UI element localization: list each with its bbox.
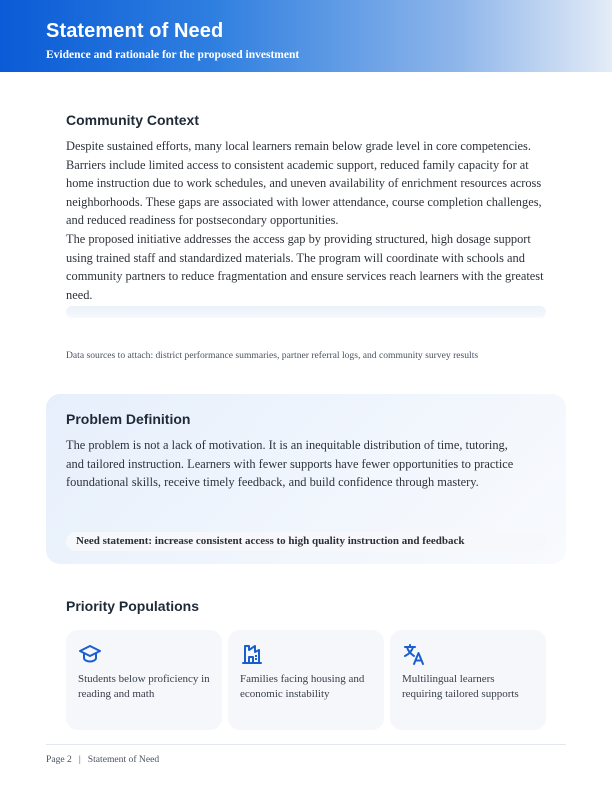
community-context-body — [66, 137, 546, 304]
population-card — [66, 630, 222, 730]
problem-definition-body: The problem is not a lack of motivation. It is an inequitable distribution of time, tutoring, and tailored instruction. Learners with fewer supports have fewer opportunities to practice foundational skills, receive timely feedback, and build confidence through mastery. — [66, 438, 514, 490]
page-title: Statement of Need — [46, 20, 224, 42]
problem-definition-panel — [46, 394, 566, 564]
community-context-paragraph: The proposed initiative addresses the access gap by providing structured, high dosage support using trained staff and standardized materials. The program will coordinate with schools and community partners to reduce fragmentation and ensure services reach learners with the greatest need. — [66, 231, 544, 302]
footer-doc-title: Statement of Need — [87, 754, 160, 765]
translate-icon — [402, 642, 426, 666]
population-card-text: Students below proficiency in reading and math — [78, 673, 210, 700]
page-subtitle: Evidence and rationale for the proposed investment — [46, 49, 300, 61]
footer-divider — [46, 744, 566, 745]
population-card-text: Families facing housing and economic instability — [240, 673, 365, 700]
house-icon — [240, 642, 264, 666]
graduation-cap-icon — [78, 642, 102, 666]
text-fade-bar — [66, 306, 546, 318]
page-number: Page 2 — [46, 754, 72, 765]
population-card — [390, 630, 546, 730]
problem-definition-title: Problem Definition — [66, 411, 191, 427]
community-context-section — [66, 112, 546, 318]
need-statement-pill: Need statement: increase consistent access to high quality instruction and feedback — [66, 532, 546, 551]
priority-populations-cards — [66, 630, 546, 730]
priority-populations-title: Priority Populations — [66, 598, 200, 614]
page-header — [0, 0, 612, 72]
page-footer — [46, 754, 159, 765]
footer-separator: | — [78, 754, 81, 765]
community-context-title: Community Context — [66, 112, 199, 128]
population-card-text: Multilingual learners requiring tailored supports — [402, 673, 519, 700]
community-context-paragraph: Despite sustained efforts, many local learners remain below grade level in core competencies. Barriers include limited access to consistent academic support, reduced family capacity for at home instruction due to work schedules, and uneven availability of enrichment resources across neighborhoods. These gaps are associated with lower attendance, course completion challenges, and reduced readiness for postsecondary opportunities. — [66, 139, 542, 228]
data-sources-note: Data sources to attach: district performance summaries, partner referral logs, and community survey results — [66, 350, 479, 361]
population-card — [228, 630, 384, 730]
